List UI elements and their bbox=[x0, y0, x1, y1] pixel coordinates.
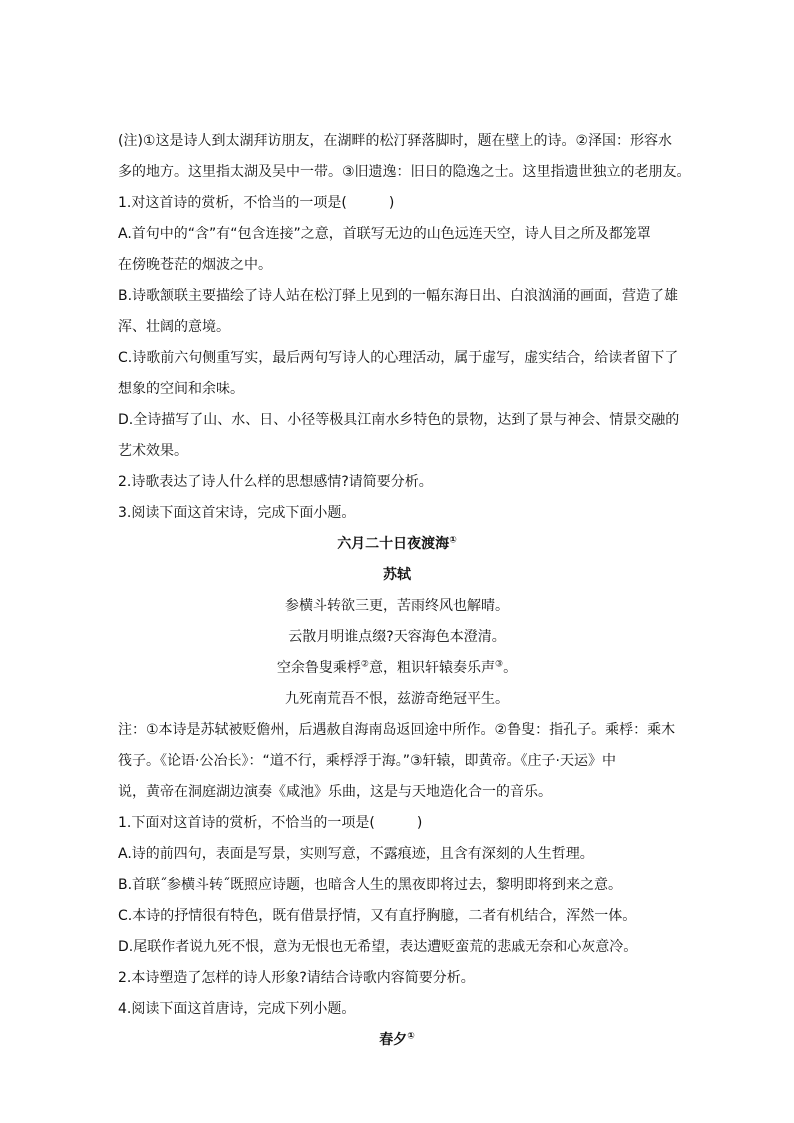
section-intro: 3.阅读下面这首宋诗，完成下面小题。 bbox=[118, 505, 356, 521]
note-line: (注)①这是诗人到太湖拜访朋友，在湖畔的松汀驿落脚时，题在壁上的诗。②泽国：形容水 bbox=[118, 133, 673, 149]
poem-title bbox=[0, 534, 794, 554]
verse-text: 意，粗识轩辕奏乐声 bbox=[369, 660, 495, 676]
note-line: 筏子。《论语·公冶长》：“道不行，乘桴浮于海。”③轩辕，即黄帝。《庄子·天运》中 bbox=[118, 753, 616, 769]
option-b: B.首联˝参横斗转˝既照应诗题，也暗含人生的黑夜即将过去，黎明即将到来之意。 bbox=[118, 877, 623, 893]
poem-title bbox=[0, 1030, 794, 1050]
option-d-cont: 艺术效果。 bbox=[118, 443, 188, 459]
note-line: 多的地方。这里指太湖及吴中一带。③旧遗逸：旧日的隐逸之士。这里指遗世独立的老朋友。 bbox=[118, 164, 691, 180]
note-line: 注：①本诗是苏轼被贬儋州，后遇赦自海南岛返回途中所作。②鲁叟：指孔子。乘桴：乘木 bbox=[118, 722, 676, 738]
footnote-mark: ② bbox=[360, 659, 369, 670]
option-c-cont: 想象的空间和余味。 bbox=[118, 381, 244, 397]
note-line: 说，黄帝在洞庭湖边演奏《咸池》乐曲，这是与天地造化合一的音乐。 bbox=[118, 784, 552, 800]
poem-title-text: 春夕 bbox=[379, 1032, 408, 1048]
option-b-cont: 浑、壮阔的意境。 bbox=[118, 319, 230, 335]
poem-title-text: 六月二十日夜渡海 bbox=[337, 536, 450, 552]
poem-verse bbox=[0, 658, 794, 678]
footnote-mark: ① bbox=[449, 535, 457, 546]
verse-text: 。 bbox=[503, 660, 518, 676]
poem-verse: 云散月明谁点缀?天容海色本澄清。 bbox=[288, 629, 506, 645]
footnote-mark: ① bbox=[407, 1031, 415, 1042]
verse-text: 空余鲁叟乘桴 bbox=[276, 660, 361, 676]
question-1: 1.下面对这首诗的赏析，不恰当的一项是( ) bbox=[118, 815, 423, 831]
footnote-mark: ③ bbox=[495, 659, 504, 670]
option-a: A.首句中的“含”有“包含连接”之意，首联写无边的山色远连天空，诗人目之所及都笼罩 bbox=[118, 226, 651, 242]
poem-author: 苏轼 bbox=[383, 567, 411, 583]
option-d: D.全诗描写了山、水、日、小径等极具江南水乡特色的景物，达到了景与神会、情景交融的 bbox=[118, 412, 680, 428]
question-2: 2.诗歌表达了诗人什么样的思想感情?请简要分析。 bbox=[118, 474, 433, 490]
option-a: A.诗的前四句，表面是写景，实则写意，不露痕迹，且含有深刻的人生哲理。 bbox=[118, 846, 594, 862]
question-1: 1.对这首诗的赏析，不恰当的一项是( ) bbox=[118, 195, 395, 211]
option-b: B.诗歌颔联主要描绘了诗人站在松汀驿上见到的一幅东海日出、白浪汹涌的画面，营造了雄 bbox=[118, 288, 679, 304]
option-d: D.尾联作者说九死不恨，意为无恨也无希望，表达遭贬蛮荒的悲戚无奈和心灰意冷。 bbox=[118, 939, 638, 955]
poem-verse: 参横斗转欲三更，苦雨终风也解晴。 bbox=[285, 598, 509, 614]
option-c: C.诗歌前六句侧重写实，最后两句写诗人的心理活动，属于虚写，虚实结合，给读者留下了 bbox=[118, 350, 679, 366]
option-a-cont: 在傍晚苍茫的烟波之中。 bbox=[118, 257, 272, 273]
question-2: 2.本诗塑造了怎样的诗人形象?请结合诗歌内容简要分析。 bbox=[118, 970, 475, 986]
poem-verse: 九死南荒吾不恨，兹游奇绝冠平生。 bbox=[285, 691, 509, 707]
option-c: C.本诗的抒情很有特色，既有借景抒情，又有直抒胸臆，二者有机结合，浑然一体。 bbox=[118, 908, 637, 924]
section-intro: 4.阅读下面这首唐诗，完成下列小题。 bbox=[118, 1001, 356, 1017]
